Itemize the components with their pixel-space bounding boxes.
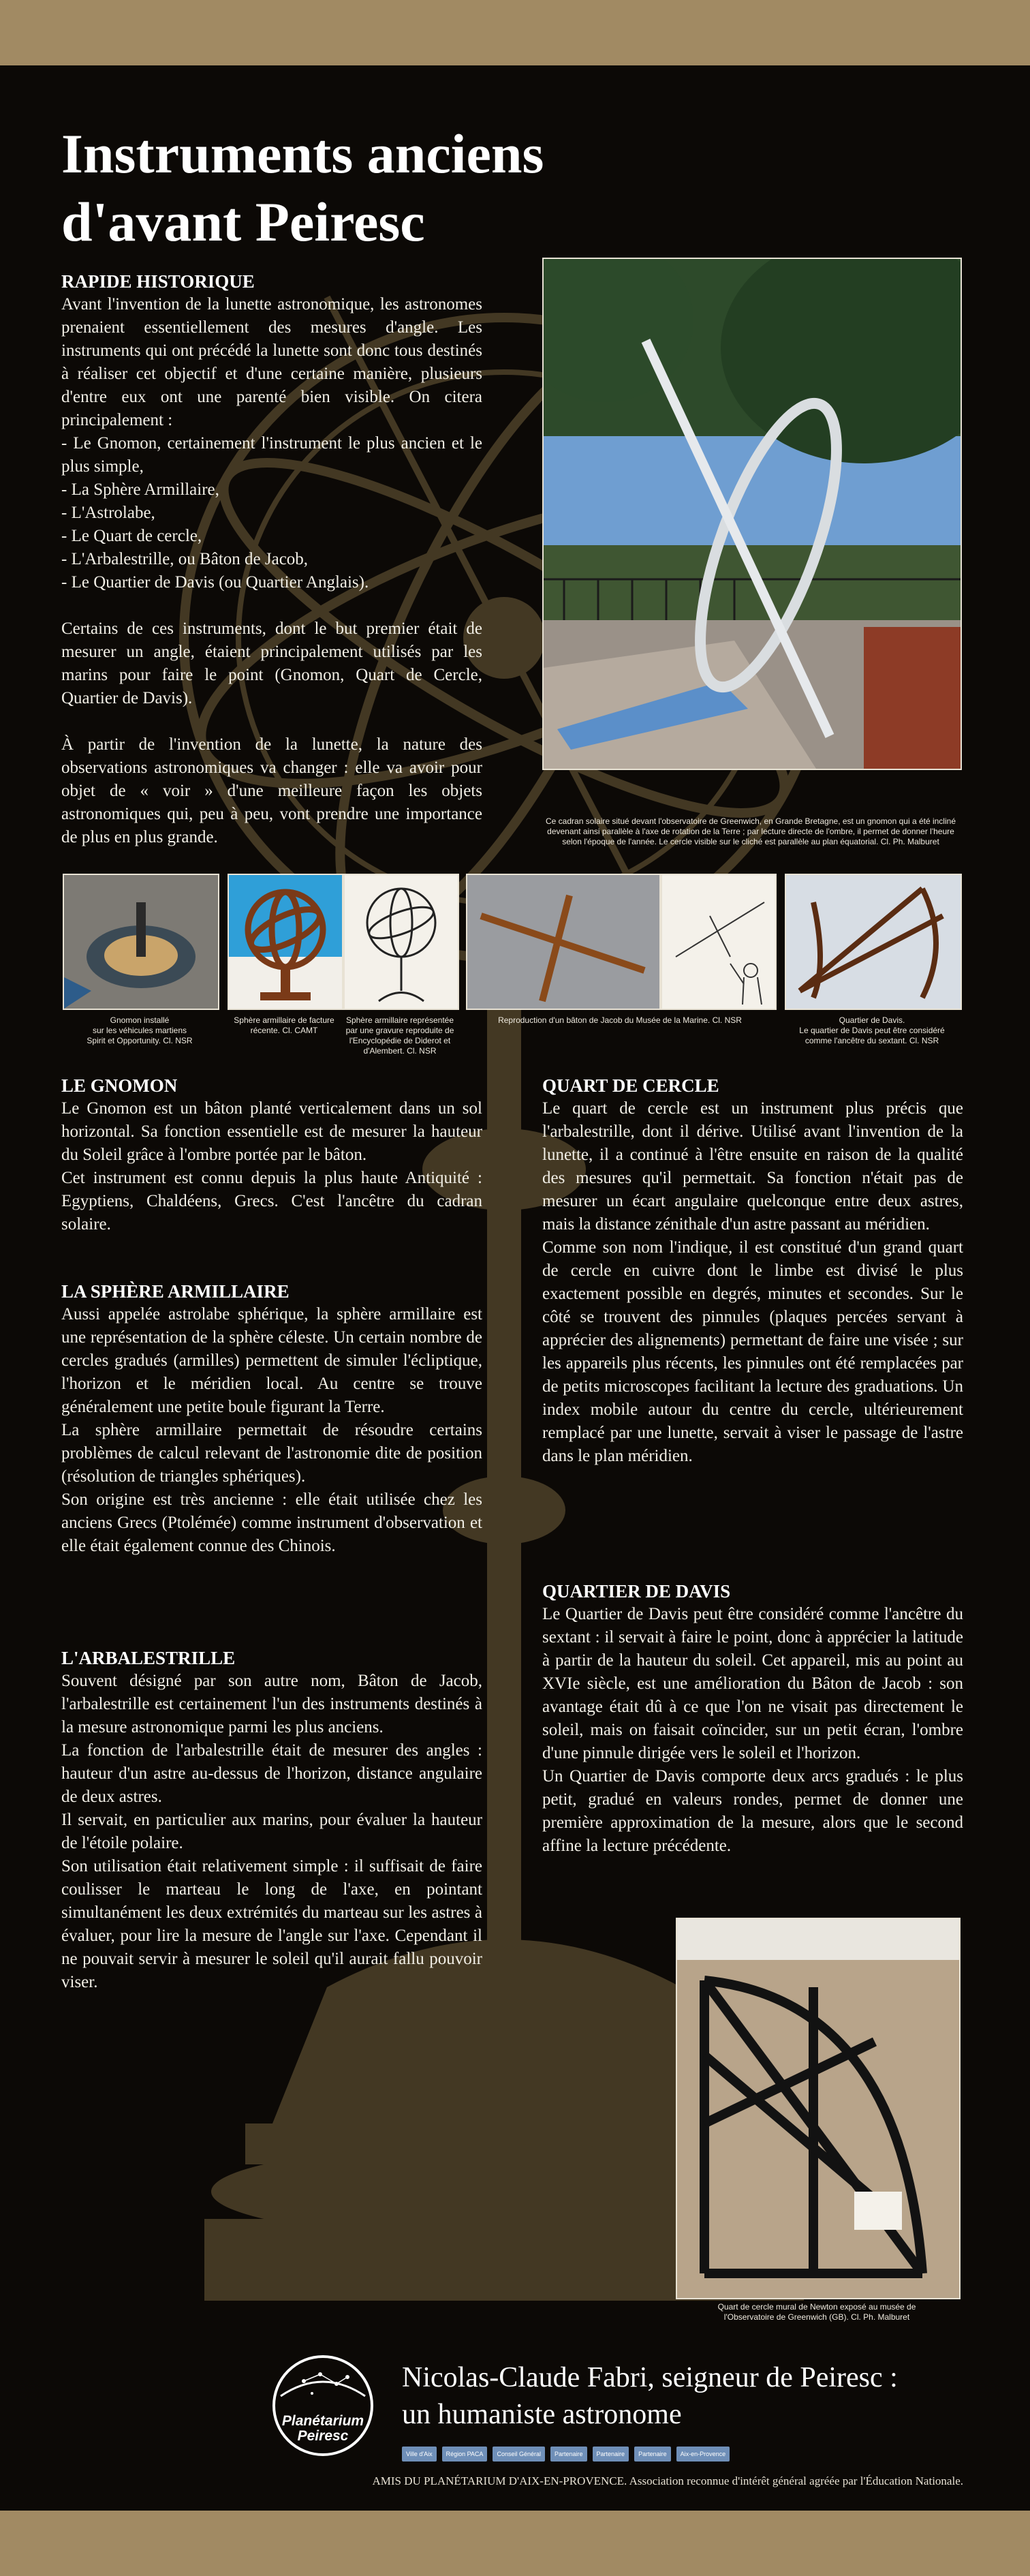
- newton-caption: Quart de cercle mural de Newton exposé au musée de l'Observatoire de Greenwich (GB). Cl. Ph. Malburet: [717, 2302, 916, 2322]
- jacob-caption: Reproduction d'un bâton de Jacob du Musée de la Marine. Cl. NSR: [498, 1015, 742, 1025]
- section-historique: [61, 270, 482, 849]
- section-heading: L'ARBALESTRILLE: [61, 1648, 236, 1668]
- section-heading: LA SPHÈRE ARMILLAIRE: [61, 1281, 290, 1302]
- gnomon-mars-caption: Gnomon installé sur les véhicules martiens Spirit et Opportunity. Cl. NSR: [87, 1015, 193, 1045]
- davis-quadrant-photo: [785, 874, 962, 1010]
- bottom-band: [0, 2511, 1030, 2576]
- gnomon-mars-photo: [63, 874, 219, 1010]
- sponsor-logo: Aix-en-Provence: [676, 2447, 730, 2462]
- sponsor-logo: Région PACA: [442, 2447, 488, 2462]
- sphere-engraving-photo: [343, 874, 459, 1010]
- section-body: Avant l'invention de la lunette astronomique, les astronomes prenaient essentiellement des mesures d'angle. Les instruments qui ont précédé la lunette sont donc tous destinés à réaliser cet objectif et d'une certaine manière, plusieurs d'entre eux ont une parenté bien visible. On citera principalement : - Le Gnomon, certainement l'instrument le plus ancien et le plus simple, - La Sphère Armillaire, - L'Astrolabe, - Le Quart de cercle, - L'Arbalestrille, ou Bâton de Jacob, - Le Quartier de Davis (ou Quartier Anglais). Certains de ces instruments, dont le but premier était de mesurer un angle, étaient principalement utilisés par les marins pour faire le point (Gnomon, Quart de Cercle, Quartier de Davis). À partir de l'invention de la lunette, la nature des observations astronomiques va changer : elle va avoir pour objet de « voir » d'une meilleure façon les objets astronomiques qui, peu à peu, vont prendre une importance de plus en plus grande.: [61, 295, 482, 846]
- section-gnomon: [61, 1074, 482, 1236]
- sponsor-logo: Ville d'Aix: [402, 2447, 437, 2462]
- sponsor-logos: [402, 2442, 961, 2466]
- section-body: Le quart de cercle est un instrument plus précis que l'arbalestrille, dont il dérive. Utilisé avant l'invention de la lunette, il a continué à l'être ensuite en raison de la qualité des mesures qu'il permettait. Sa fonction n'était pas de mesurer un écart angulaire quelconque entre deux astres, mais la distance zénithale d'un astre passant au méridien. Comme son nom l'indique, il est constitué d'un grand quart de cercle en cuivre dont le limbe est divisé le plus exactement possible en degrés, minutes et secondes. Sur le côté se trouvent des pinnules (plaques percées servant à apprécier des alignements) permettant de faire une visée ; sur les appareils plus récents, les pinnules ont été remplacées par de petits microscopes facilitant la lecture des graduations. Un index mobile autour du centre du cercle, ultérieurement remplacé par une lunette, servait à viser le passage de l'astre dans le plan méridien.: [542, 1099, 963, 1465]
- section-body: Souvent désigné par son autre nom, Bâton de Jacob, l'arbalestrille est certainement l'un des instruments destinés à la mesure astronomique parmi les plus anciens. La fonction de l'arbalestrille était de mesurer des angles : hauteur d'un astre au-dessus de l'horizon, distance angulaire de deux astres. Il servait, en particulier aux marins, pour évaluer la hauteur de l'étoile polaire. Son utilisation était relativement simple : il suffisait de faire coulisser le marteau le long de l'axe, en pointant simultanément les deux extrémités du marteau sur les astres à évaluer, pour lire la mesure de l'angle sur l'axe. Cependant il ne pouvait servir à mesurer le soleil qu'il aurait fallu pouvoir viser.: [61, 1672, 482, 1991]
- sponsor-logo: Partenaire: [593, 2447, 629, 2462]
- greenwich-sundial-photo: [542, 258, 962, 770]
- jacob-engraving-photo: [661, 874, 777, 1010]
- planetarium-logo-text: Planétarium Peiresc: [281, 2413, 364, 2444]
- section-sphere-armillaire: [61, 1280, 482, 1558]
- section-heading: QUART DE CERCLE: [542, 1075, 719, 1096]
- section-body: Aussi appelée astrolabe sphérique, la sphère armillaire est une représentation de la sphère céleste. Un certain nombre de cercles gradués (armilles) permettent de simuler l'écliptique, l'horizon et le méridien local. Au centre se trouve généralement une petite boule figurant la Terre. La sphère armillaire permettait de résoudre certains problèmes de calcul relevant de l'astronomie dite de position (résolution de triangles sphériques). Son origine est très ancienne : elle était utilisée chez les anciens Grecs (Ptolémée) comme instrument d'observation et elle était également connue des Chinois.: [61, 1305, 482, 1555]
- sphere-engraving-caption: Sphère armillaire représentée par une gravure reproduite de l'Encyclopédie de Diderot et d'Alembert. Cl. NSR: [345, 1015, 454, 1056]
- section-heading: RAPIDE HISTORIQUE: [61, 271, 255, 292]
- sponsor-logo: Conseil Général: [493, 2447, 545, 2462]
- section-quart-de-cercle: [542, 1074, 963, 1468]
- sphere-recent-caption: Sphère armillaire de facture récente. Cl. CAMT: [234, 1015, 334, 1035]
- sponsor-logo: Partenaire: [550, 2447, 587, 2462]
- sphere-recent-photo: [228, 874, 343, 1010]
- section-heading: LE GNOMON: [61, 1075, 178, 1096]
- section-body: Le Quartier de Davis peut être considéré comme l'ancêtre du sextant : il servait à faire le point, donc à apprécier la latitude à partir de la hauteur du soleil. Cet appareil, mis au point au XVIe siècle, est une amélioration du Bâton de Jacob : son avantage était dû à ce que l'on ne visait pas directement le soleil, mais on faisait coïncider, sur un petit écran, l'ombre d'une pinnule dirigée vers le soleil et l'horizon. Un Quartier de Davis comporte deux arcs gradués : le plus petit, gradué en valeurs rondes, permet de donner une première approximation de la mesure, alors que le second affine la lecture précédente.: [542, 1605, 963, 1855]
- section-body: Le Gnomon est un bâton planté verticalement dans un sol horizontal. Sa fonction essentielle est de mesurer la hauteur du Soleil grâce à l'ombre portée par le bâton. Cet instrument est connu depuis la plus haute Antiquité : Egyptiens, Chaldéens, Grecs. C'est l'ancêtre du cadran solaire.: [61, 1099, 482, 1233]
- footer-title: Nicolas-Claude Fabri, seigneur de Peiresc : un humaniste astronome: [402, 2362, 898, 2430]
- sponsor-logo: Partenaire: [634, 2447, 671, 2462]
- top-band: [0, 0, 1030, 65]
- section-quartier-de-davis: [542, 1580, 963, 1858]
- page-title: Instruments anciens d'avant Peiresc: [61, 123, 544, 253]
- greenwich-caption: Ce cadran solaire situé devant l'observatoire de Greenwich, en Grande Bretagne, est un gnomon qui a été incliné devenant ainsi parallèle à l'axe de rotation de la Terre ; par lecture directe de l'ombre, il permet de donner l'heure selon l'époque de l'année. Le cercle visible sur le cliché est parallèle au plan équatorial. Cl. Ph. Malburet: [546, 816, 956, 846]
- footer-note: AMIS DU PLANÉTARIUM D'AIX-EN-PROVENCE. Association reconnue d'intérêt général agréée par l'Éducation Nationale.: [372, 2474, 963, 2487]
- section-arbalestrille: [61, 1646, 482, 1994]
- newton-quadrant-photo: [676, 1918, 961, 2299]
- jacob-staff-photo: [466, 874, 661, 1010]
- section-heading: QUARTIER DE DAVIS: [542, 1581, 731, 1601]
- davis-caption: Quartier de Davis. Le quartier de Davis peut être considéré comme l'ancêtre du sextant. Cl. NSR: [799, 1015, 945, 1045]
